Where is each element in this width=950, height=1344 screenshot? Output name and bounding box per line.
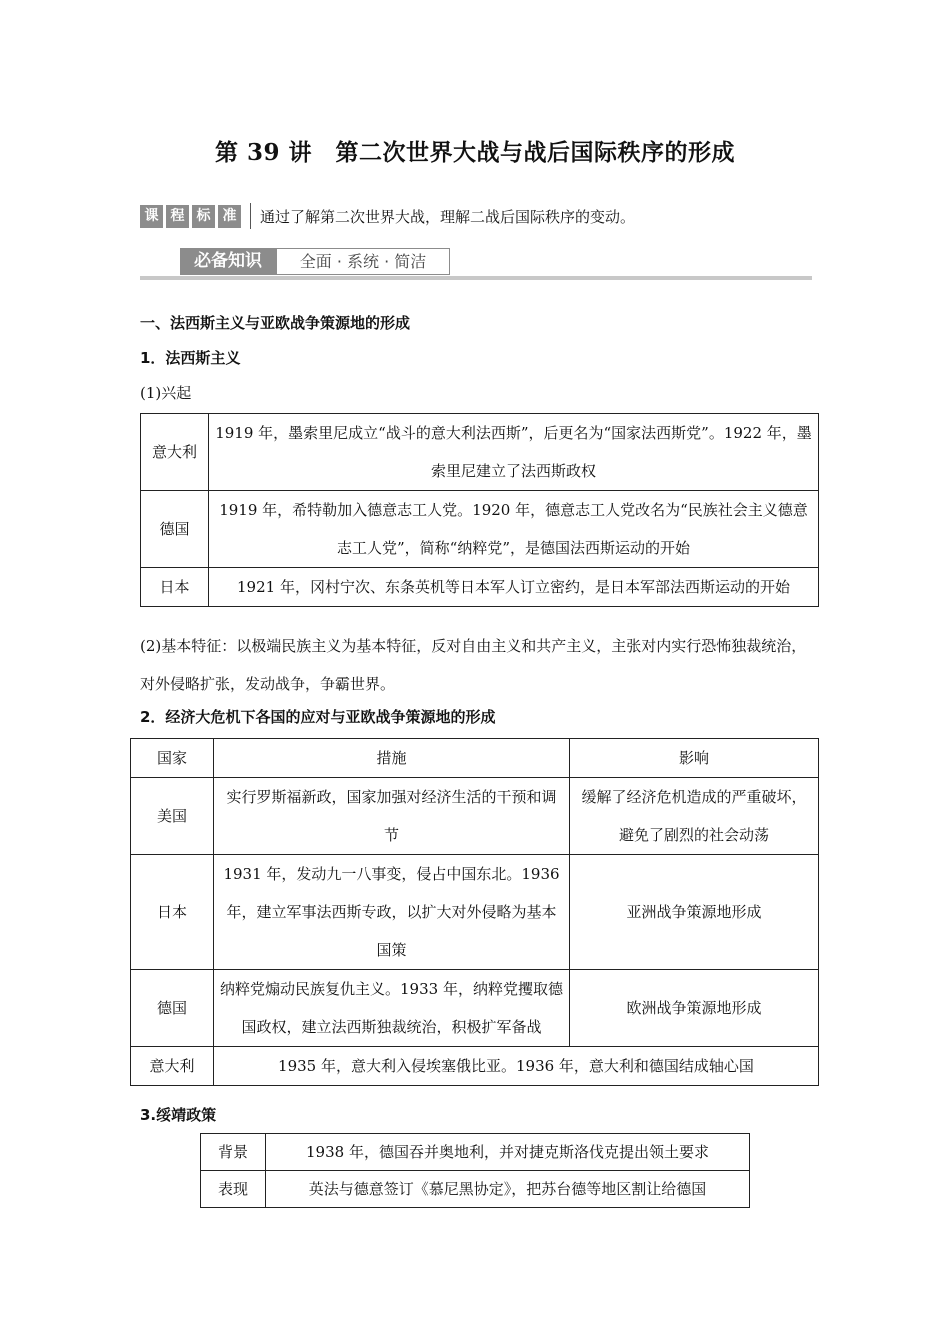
country-cell: 意大利 xyxy=(141,414,209,491)
description-cell: 1938 年，德国吞并奥地利，并对捷克斯洛伐克提出领土要求 xyxy=(266,1134,750,1171)
section-banner xyxy=(140,248,812,280)
table-row xyxy=(131,778,819,855)
standard-text: 通过了解第二次世界大战，理解二战后国际秩序的变动。 xyxy=(260,207,636,226)
effect-cell: 亚洲战争策源地形成 xyxy=(570,855,819,970)
banner-label-light: 全面 · 系统 · 简洁 xyxy=(276,248,450,275)
table-row xyxy=(141,568,819,607)
fascism-rise-table xyxy=(140,413,819,607)
country-cell: 日本 xyxy=(141,568,209,607)
banner-label-dark: 必备知识 xyxy=(180,248,276,275)
description-cell: 英法与德意签订《慕尼黑协定》，把苏台德等地区割让给德国 xyxy=(266,1171,750,1208)
standard-badge xyxy=(140,205,241,228)
features-paragraph: (2)基本特征：以极端民族主义为基本特征，反对自由主义和共产主义，主张对内实行恐怖独裁统治，对外侵略扩张，发动战争，争霸世界。 xyxy=(140,637,807,693)
measure-cell: 1935 年，意大利入侵埃塞俄比亚。1936 年，意大利和德国结成轴心国 xyxy=(214,1047,819,1086)
subsection-heading-fascism: 1．法西斯主义 xyxy=(140,349,241,367)
description-cell: 1921 年，冈村宁次、东条英机等日本军人订立密约，是日本军部法西斯运动的开始 xyxy=(209,568,819,607)
table-row xyxy=(201,1171,750,1208)
table-header-row xyxy=(131,739,819,778)
country-cell: 德国 xyxy=(141,491,209,568)
measure-cell: 1931 年，发动九一八事变，侵占中国东北。1936 年，建立军事法西斯专政，以扩大对外侵略为基本国策 xyxy=(214,855,570,970)
country-cell: 德国 xyxy=(131,970,214,1047)
appeasement-table xyxy=(200,1133,750,1208)
column-header: 措施 xyxy=(214,739,570,778)
subsection-heading-crisis: 2．经济大危机下各国的应对与亚欧战争策源地的形成 xyxy=(140,708,496,726)
rise-label: (1)兴起 xyxy=(140,384,192,402)
standard-divider xyxy=(250,203,251,229)
effect-cell: 欧洲战争策源地形成 xyxy=(570,970,819,1047)
country-cell: 美国 xyxy=(131,778,214,855)
crisis-response-table xyxy=(130,738,819,1086)
measure-cell: 实行罗斯福新政，国家加强对经济生活的干预和调节 xyxy=(214,778,570,855)
effect-cell: 缓解了经济危机造成的严重破坏，避免了剧烈的社会动荡 xyxy=(570,778,819,855)
banner-underline xyxy=(140,276,812,280)
curriculum-standard xyxy=(140,203,635,229)
key-cell: 背景 xyxy=(201,1134,266,1171)
subsection-heading-appeasement: 3.绥靖政策 xyxy=(140,1106,217,1124)
key-cell: 表现 xyxy=(201,1171,266,1208)
description-cell: 1919 年，希特勒加入德意志工人党。1920 年，德意志工人党改名为“民族社会主义德意志工人党”，简称“纳粹党”，是德国法西斯运动的开始 xyxy=(209,491,819,568)
badge-char: 准 xyxy=(218,205,241,228)
page-title: 第 39 讲 第二次世界大战与战后国际秩序的形成 xyxy=(214,139,736,166)
country-cell: 意大利 xyxy=(131,1047,214,1086)
column-header: 国家 xyxy=(131,739,214,778)
table-row xyxy=(131,855,819,970)
country-cell: 日本 xyxy=(131,855,214,970)
description-cell: 1919 年，墨索里尼成立“战斗的意大利法西斯”，后更名为“国家法西斯党”。1922 年，墨索里尼建立了法西斯政权 xyxy=(209,414,819,491)
column-header: 影响 xyxy=(570,739,819,778)
table-row xyxy=(201,1134,750,1171)
table-row xyxy=(131,1047,819,1086)
table-row xyxy=(141,414,819,491)
table-row xyxy=(131,970,819,1047)
table-row xyxy=(141,491,819,568)
badge-char: 课 xyxy=(140,205,163,228)
section-heading: 一、法西斯主义与亚欧战争策源地的形成 xyxy=(140,314,411,332)
measure-cell: 纳粹党煽动民族复仇主义。1933 年，纳粹党攫取德国政权，建立法西斯独裁统治，积极扩军备战 xyxy=(214,970,570,1047)
badge-char: 标 xyxy=(192,205,215,228)
badge-char: 程 xyxy=(166,205,189,228)
